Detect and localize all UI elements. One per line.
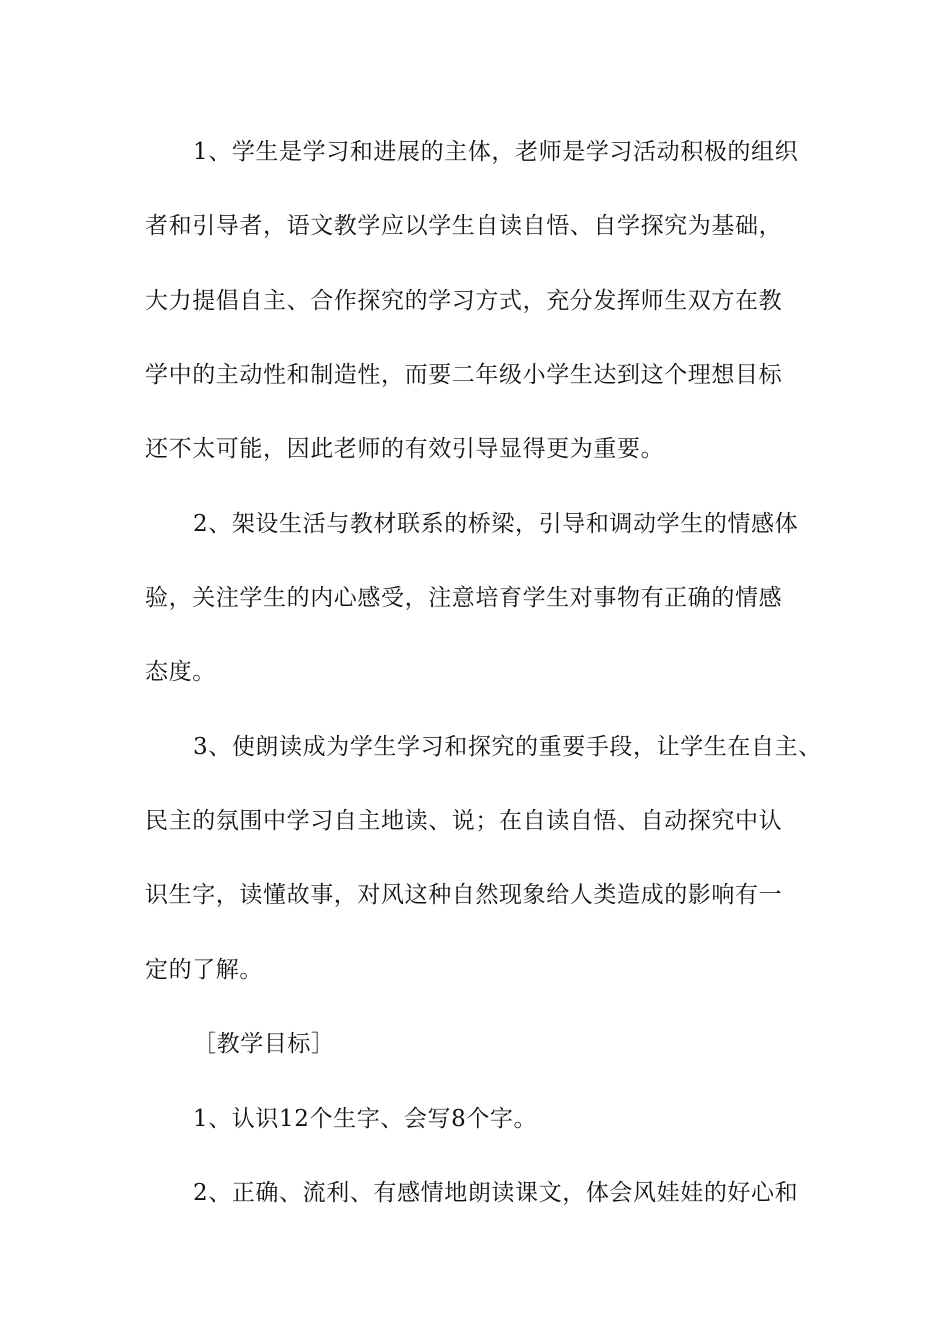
paragraph-1-line-5: 还不太可能，因此老师的有效引导显得更为重要。 [145, 436, 665, 462]
paragraph-3-line-3: 识生字，读懂故事，对风这种自然现象给人类造成的影响有一 [145, 882, 783, 908]
paragraph-3-line-1: 3、使朗读成为学生学习和探究的重要手段，让学生在自主、 [193, 734, 822, 760]
paragraph-2-line-2: 验，关注学生的内心感受，注意培育学生对事物有正确的情感 [145, 585, 783, 611]
paragraph-1-line-1: 1、学生是学习和进展的主体，老师是学习活动积极的组织 [193, 139, 799, 165]
goal-1: 1、认识12个生字、会写8个字。 [193, 1106, 538, 1132]
paragraph-3-line-2: 民主的氛围中学习自主地读、说；在自读自悟、自动探究中认 [145, 808, 783, 834]
paragraph-2-line-3: 态度。 [145, 659, 216, 685]
section-heading-teaching-goals: ［教学目标］ [193, 1031, 335, 1057]
paragraph-1-line-3: 大力提倡自主、合作探究的学习方式，充分发挥师生双方在教 [145, 288, 783, 314]
paragraph-3-line-4: 定的了解。 [145, 957, 263, 983]
paragraph-1-line-4: 学中的主动性和制造性，而要二年级小学生达到这个理想目标 [145, 362, 783, 388]
paragraph-2-line-1: 2、架设生活与教材联系的桥梁，引导和调动学生的情感体 [193, 511, 799, 537]
goal-2-line-1: 2、正确、流利、有感情地朗读课文，体会风娃娃的好心和 [193, 1180, 799, 1206]
paragraph-1-line-2: 者和引导者，语文教学应以学生自读自悟、自学探究为基础， [145, 213, 783, 239]
